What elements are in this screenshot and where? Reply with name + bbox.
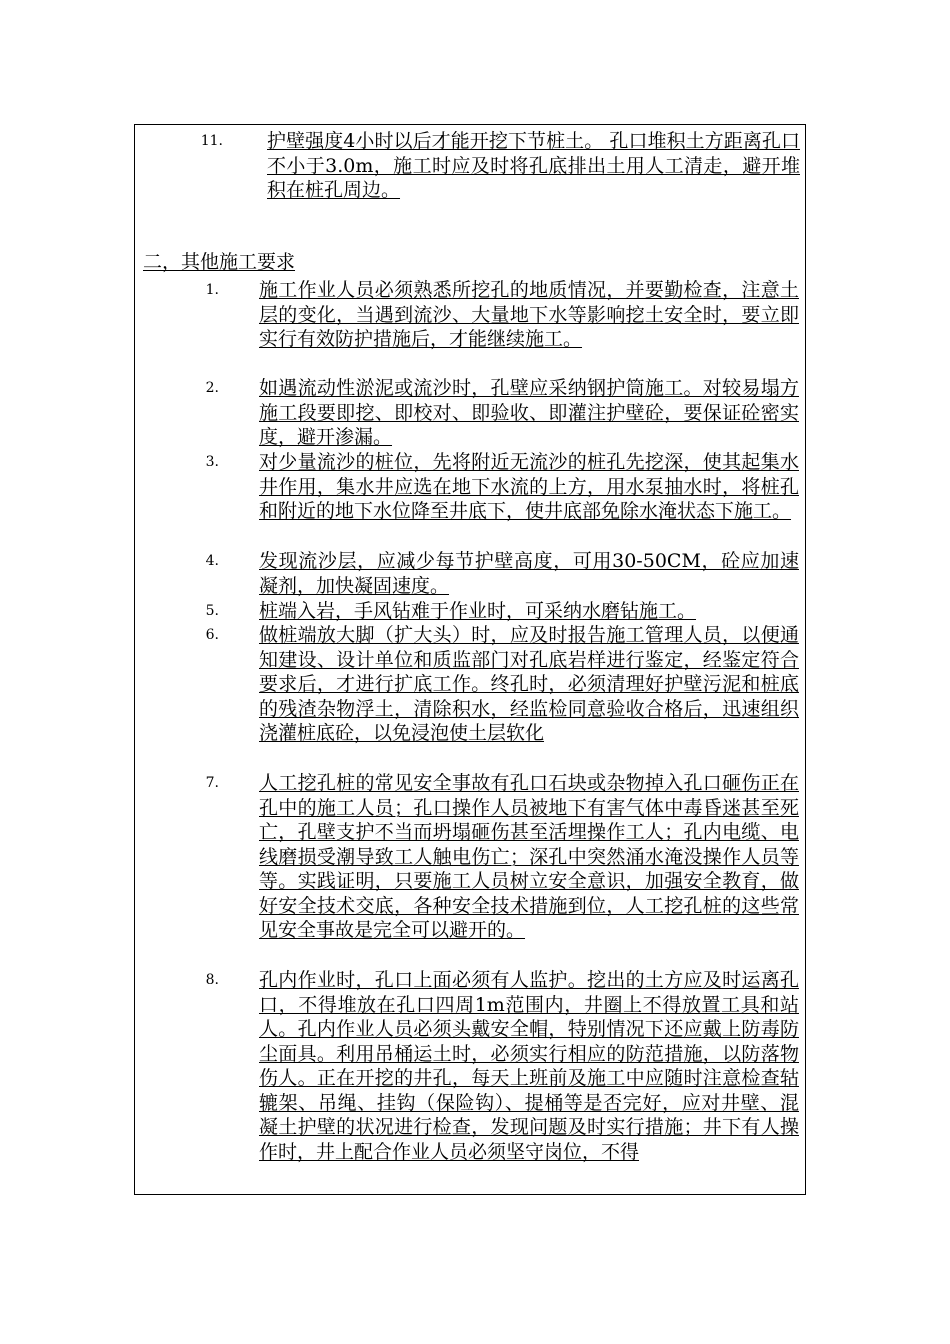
list-item-number: 4. [205, 553, 219, 569]
list-item-number: 11. [200, 133, 223, 149]
list-item-text: 如遇流动性淤泥或流沙时，孔壁应采纳钢护筒施工。对较易塌方施工段要即挖、即校对、即验收、即灌注护壁砼，要保证砼密实度，避开渗漏。 [259, 377, 799, 448]
list-item-text: 施工作业人员必须熟悉所挖孔的地质情况，并要勤检查，注意土层的变化，当遇到流沙、大量地下水等影响挖土安全时，要立即实行有效防护措施后，才能继续施工。 [259, 279, 799, 350]
section-title: 二，其他施工要求 [143, 251, 296, 273]
list-item-text: 桩端入岩，手风钻难于作业时，可采纳水磨钻施工。 [259, 600, 697, 622]
list-item [183, 623, 799, 746]
list-item-text: 对少量流沙的桩位，先将附近无流沙的桩孔先挖深，使其起集水井作用，集水井应选在地下水流的上方，用水泵抽水时，将桩孔和附近的地下水位降至井底下，使井底部免除水淹状态下施工。 [259, 451, 799, 522]
list-item-11 [183, 129, 800, 203]
list-item-text: 发现流沙层，应减少每节护壁高度，可用30-50CM，砼应加速凝剂，加快凝固速度。 [259, 550, 799, 597]
list-item-number: 6. [205, 627, 219, 643]
list-item-text: 孔内作业时，孔口上面必须有人监护。挖出的土方应及时运离孔口，不得堆放在孔口四周1m范围内，井圈上不得放置工具和站人。孔内作业人员必须头戴安全帽，特别情况下还应戴上防毒防尘面具。利用吊桶运土时，必须实行相应的防范措施，以防落物伤人。正在开挖的井孔，每天上班前及施工中应随时注意检查轱辘架、吊绳、挂钩（保险钩）、提桶等是否完好，应对井壁、混凝土护壁的状况进行检查，发现问题及时实行措施；井下有人操作时，井上配合作业人员必须坚守岗位，不得 [259, 969, 799, 1163]
document-table-cell [134, 124, 806, 1195]
list-item-number: 1. [205, 282, 219, 298]
list-item [183, 771, 799, 943]
list-item-text: 做桩端放大脚（扩大头）时，应及时报告施工管理人员，以便通知建设、设计单位和质监部门对孔底岩样进行鉴定，经鉴定符合要求后，才进行扩底工作。终孔时，必须清理好护壁污泥和桩底的残渣杂物浮土，清除积水，经监检同意验收合格后，迅速组织浇灌桩底砼，以免浸泡使土层软化 [259, 624, 799, 744]
list-item [183, 450, 799, 524]
list-item [183, 549, 799, 598]
list-item-number: 7. [205, 775, 219, 791]
list-item [183, 376, 799, 450]
list-item-number: 5. [205, 603, 219, 619]
list-item-text: 护壁强度4小时以后才能开挖下节桩土。 孔口堆积土方距离孔口不小于3.0m，施工时应及时将孔底排出土用人工清走，避开堆积在桩孔周边。 [267, 130, 800, 201]
list-item [183, 968, 799, 1164]
list-item [183, 278, 799, 352]
list-item [183, 599, 799, 624]
list-item-number: 2. [205, 380, 219, 396]
list-item-number: 8. [205, 972, 219, 988]
list-item-number: 3. [205, 454, 219, 470]
list-item-text: 人工挖孔桩的常见安全事故有孔口石块或杂物掉入孔口砸伤正在孔中的施工人员；孔口操作人员被地下有害气体中毒昏迷甚至死亡，孔壁支护不当而坍塌砸伤甚至活埋操作工人；孔内电缆、电线磨损受潮导致工人触电伤亡；深孔中突然涌水淹没操作人员等等。实践证明，只要施工人员树立安全意识，加强安全教育，做好安全技术交底，各种安全技术措施到位，人工挖孔桩的这些常见安全事故是完全可以避开的。 [259, 772, 799, 941]
